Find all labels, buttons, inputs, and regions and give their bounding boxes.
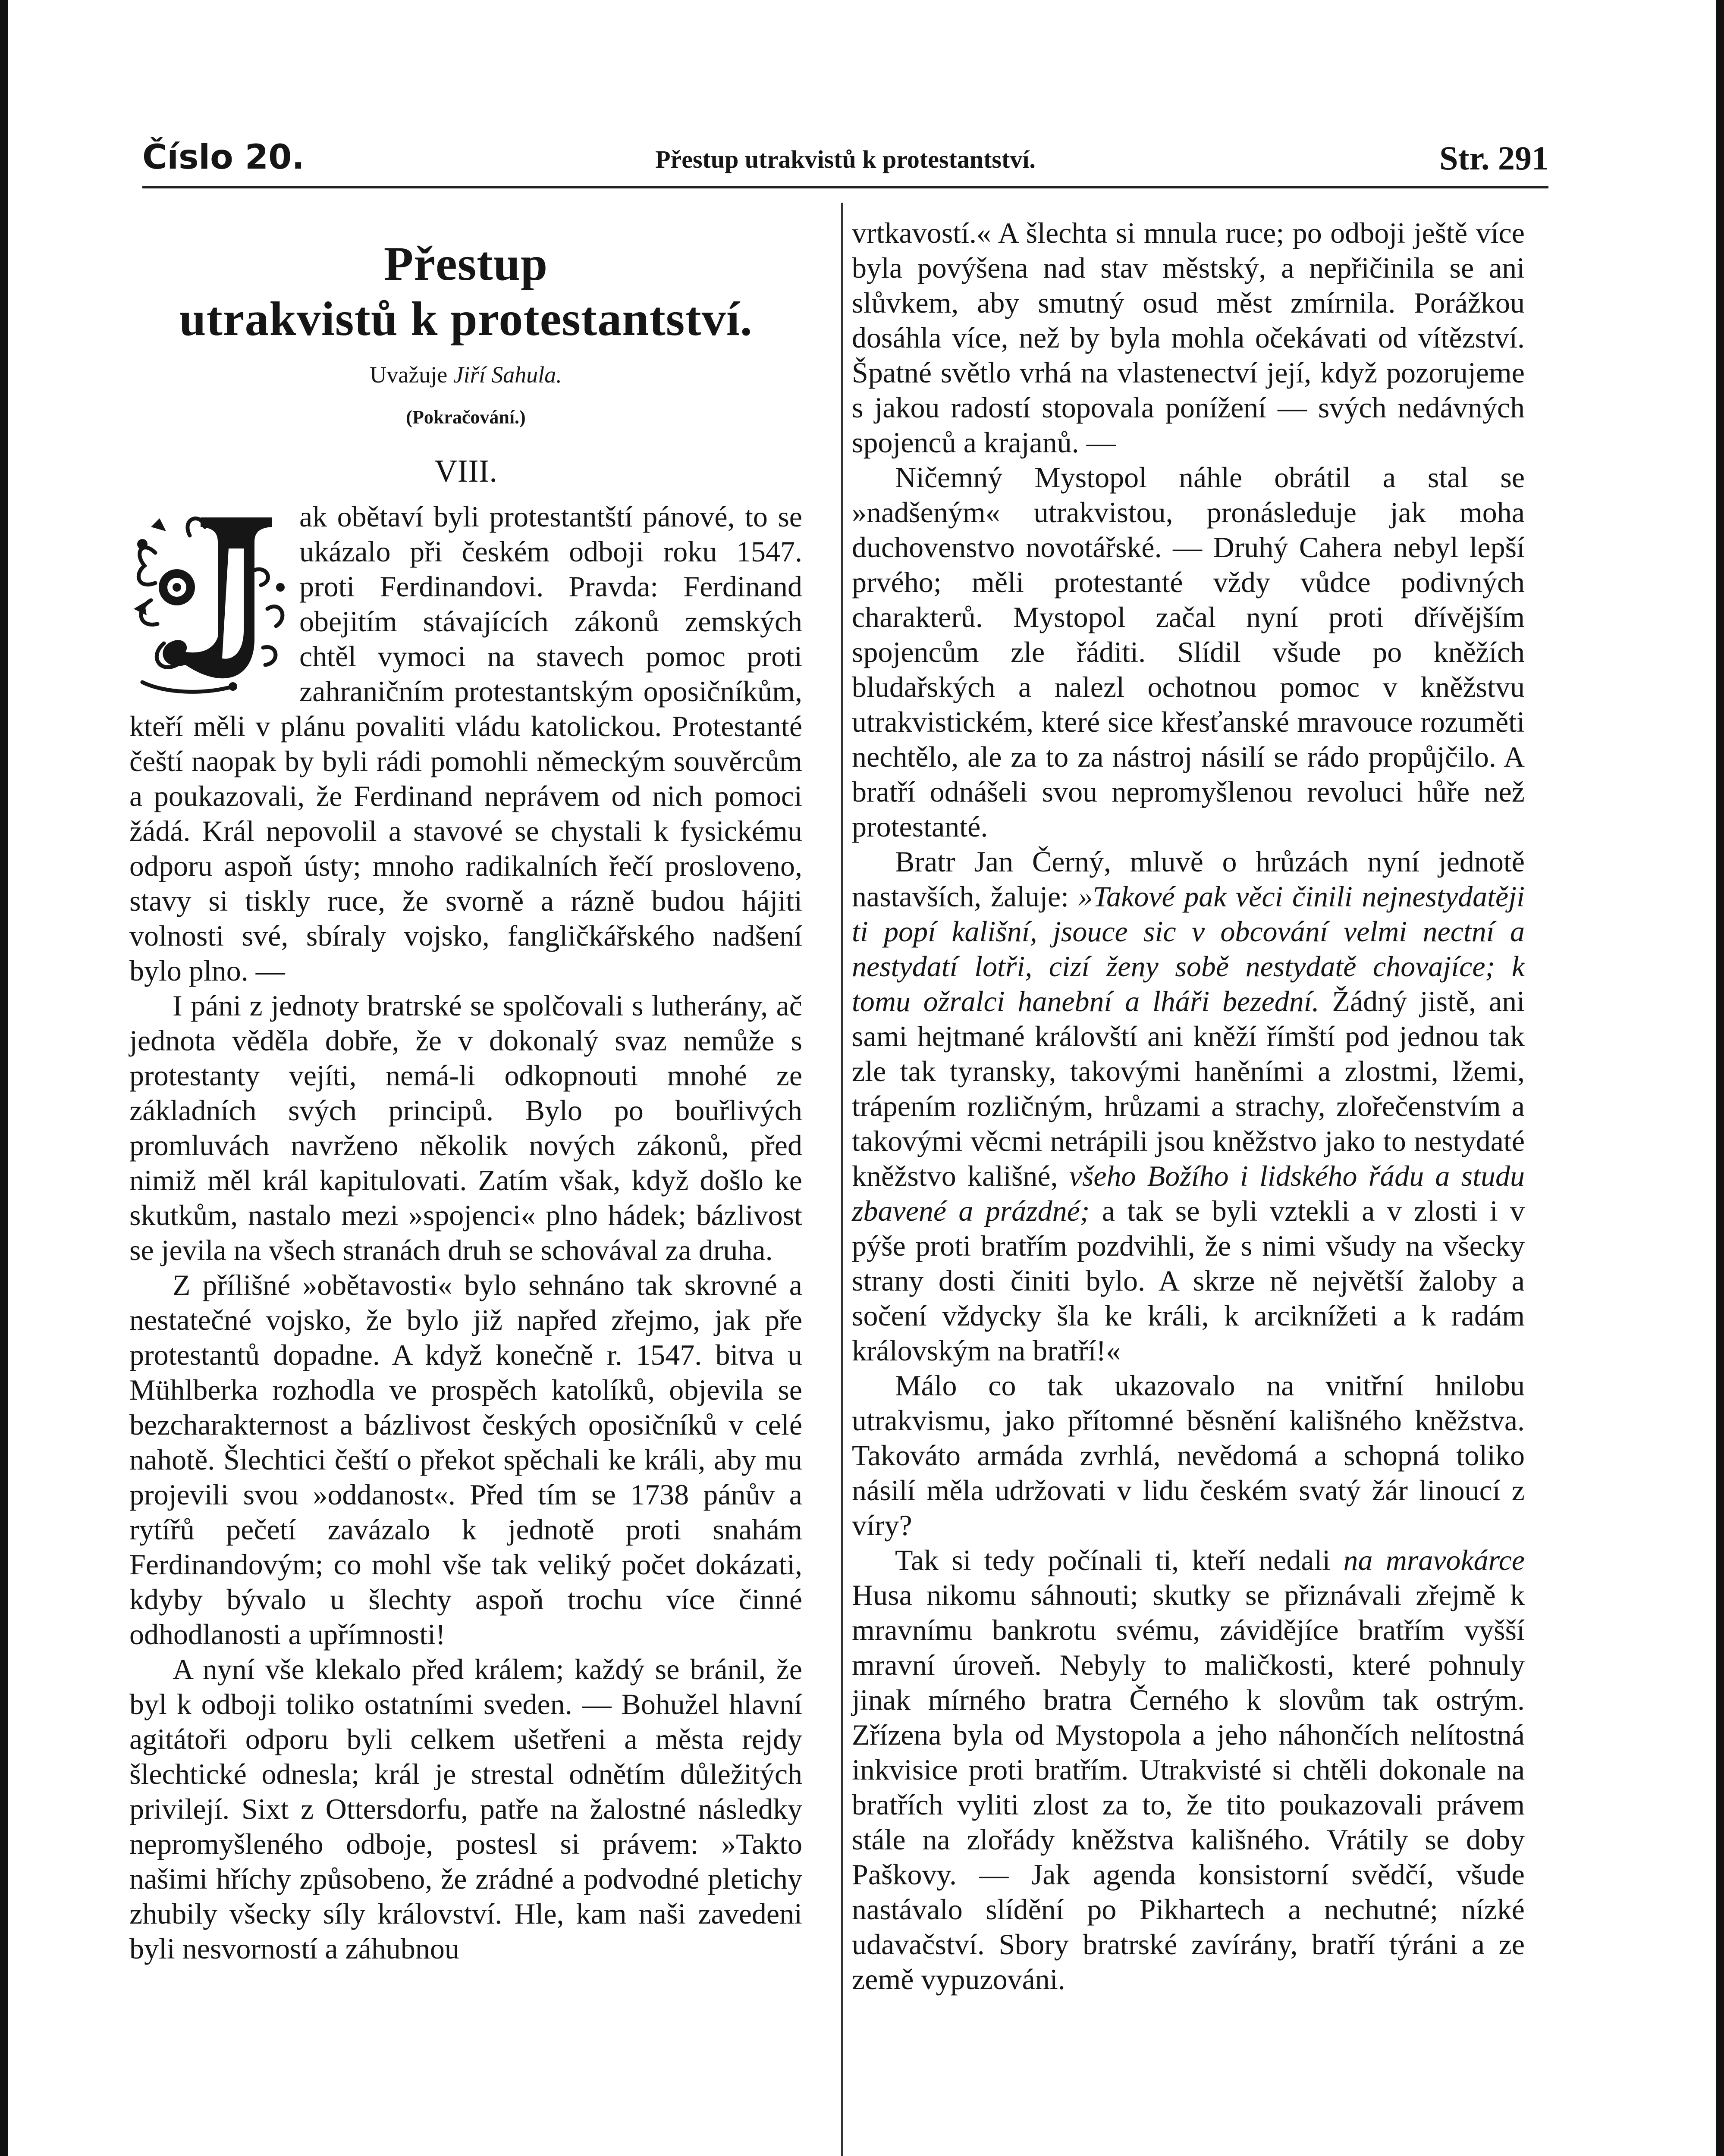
page-number: Str. 291: [1439, 139, 1548, 177]
quote-end: a tak se byli vztekli a v zlosti i v pýše proti bratřím pozdvihli, že s nimi všudy na všecky strany dosti činiti bylo. A skrze ně největší žaloby a sočení vždycky šla ke králi, k arciknížeti a k radám královským na bratří!«: [852, 1194, 1525, 1367]
paragraph-left-4: A nyní vše klekalo před králem; každý se bránil, že byl k odboji toliko ostatními sveden. — Bohužel hlavní agitátoři odporu byli celkem ušetřeni a města rejdy šlechtické odnesla; král je strestal odnětím důležitých privilejí. Sixt z Ottersdorfu, patře na žalostné následky nepromyšleného odboje, postesl si právem: »Takto našimi hříchy způsobeno, že zrádné a podvodné pletichy zhubily všecky síly království. Hle, kam naši zavedeni byli nesvorností a záhubnou: [129, 1653, 802, 1965]
paragraph-right-5: [852, 1543, 1525, 1997]
author-name: Jiří Sahula.: [453, 362, 562, 388]
byline-prefix: Uvažuje: [370, 362, 448, 388]
header-rule: [142, 186, 1548, 188]
floral-initial-ornament-icon: [125, 501, 293, 699]
para5-start: Tak si tedy počínali ti, kteří nedali: [895, 1544, 1344, 1576]
paragraph-right-3: [852, 844, 1525, 1368]
issue-number: Číslo 20.: [142, 138, 305, 177]
paragraph-left-3: Z přílišné »obětavosti« bylo sehnáno tak skrovné a nestatečné vojsko, že bylo již napřed zřejmo, jak pře protestantů dopadne. A když konečně r. 1547. bitva u Mühlberka rozhodla ve prospěch katolíků, objevila se bezcharakternost a bázlivost českých oposičníků v celé nahotě. Šlechtici čeští o překot spěchali ke králi, aby mu projevili svou »oddanost«. Před tím se 1738 pánův a rytířů pečetí zavázalo k jednotě proti snahám Ferdinandovým; co mohl vše tak veliký počet dokázati, kdyby bývalo u šlechty aspoň trochu více činné odhodlanosti a upřímnosti!: [129, 1269, 802, 1651]
left-column: [129, 216, 802, 1966]
quote-middle: Žádný jistě, ani sami hejtmané královští ani kněží římští pod jednou tak zle tak tyransky, takovými haněními a zlostmi, lžemi, trápením rozličným, hrůzami a strachy, zlořečenstvím a takovými věcmi netrápili jsou kněžstvo jako to nestydaté kněžstvo kališné,: [852, 985, 1525, 1192]
quote-italic-2: všeho Božího i lidského řádu a studu zbavené a prázdné;: [852, 1159, 1525, 1227]
running-header: [142, 129, 1548, 185]
paragraph-right-1: vrtkavostí.« A šlechta si mnula ruce; po odboji ještě více byla povýšena nad stav městský, a nepřičinila se ani slůvkem, aby smutný osud měst zmírnila. Porážkou dosáhla více, než by byla mohla očekávati od vítězství. Špatné světlo vrhá na vlastenectví její, když pozorujeme s jakou radostí stopovala ponížení — svých nedávných spojenců a krajanů. —: [852, 216, 1525, 459]
quote-intro: Bratr Jan Černý, mluvě o hrůzách nyní jednotě nastavších, žaluje:: [852, 845, 1525, 913]
article-title-line-1: Přestup: [383, 237, 548, 291]
running-title: Přestup utrakvistů k protestantství.: [655, 145, 1036, 173]
paragraph-right-4: Málo co tak ukazovalo na vnitřní hnilobu utrakvismu, jako přítomné běsnění kališného kněžstva. Takováto armáda zvrhlá, nevědomá a schopná toliko násilí měla udržovati v lidu českém svatý žár linoucí z víry?: [852, 1369, 1525, 1542]
byline: [129, 360, 802, 390]
quote-italic-1: »Takové pak věci činili nejnestydatěji ti popí kališní, jsouce sic v obcování velmi nectní a nestydatí lotři, cizí ženy sobě nestydatě chovajíce; k tomu ožralci hanební a lháři bezední.: [852, 880, 1525, 1018]
paragraph-right-2: Ničemný Mystopol náhle obrátil a stal se »nadšeným« utrakvistou, pronásleduje jak moha duchovenstvo novotářské. — Druhý Cahera nebyl lepší prvého; měli protestanté vždy vůdce podivných charakterů. Mystopol začal nyní proti dřívějším spojencům zle řáditi. Slídil všude po kněžích bludařských a nalezl ochotnou pomoc v kněžstvu utrakvistickém, které sice křesťanské mravouce rozuměti nechtělo, ale za to za nástroj násilí se rádo propůjčilo. A bratří odnášeli svou nepromyšlenou revoluci hůře než protestanté.: [852, 461, 1525, 843]
article-title-line-2: utrakvistů k protestantství.: [179, 292, 753, 346]
column-divider: [841, 203, 843, 2156]
article-title: [129, 236, 802, 347]
ornamental-initial-j: [125, 501, 293, 699]
right-column: [852, 216, 1525, 1997]
para5-italic: na mravokárce: [1343, 1544, 1525, 1576]
paragraph-opening: ak obětaví byli protestantští pánové, to se ukázalo při českém odboji roku 1547. proti Ferdinandovi. Pravda: Ferdinand obejitím stávajících zákonů zemských chtěl vymoci na stavech pomoc proti zahraničním protestantským oposičníkům, kteří měli v plánu povaliti vládu katolickou. Protestanté čeští naopak by byli rádi pomohli německým souvěrcům a poukazovali, že Ferdinand neprávem od nich pomoci žádá. Král nepovolil a stavové se chystali k fysickému odporu aspoň ústy; mnoho radikalních řečí prosloveno, stavy si tiskly ruce, že svorně a rázně budou hájiti volnosti své, sbíraly vojsko, fangličkářského nadšení bylo plno. —: [129, 500, 802, 987]
para5-rest: Husa nikomu sáhnouti; skutky se přiznávali zřejmě k mravnímu bankrotu svému, závidějíce bratřím vyšší mravní úroveň. Nebyly to maličkosti, které pohnuly jinak mírného bratra Černého k slovům tak ostrým. Zřízena byla od Mystopola a jeho náhončích nelítostná inkvisice proti bratřím. Utrakvisté si chtěli dokonale na bratřích vyliti zlost za to, že tito poukazovali právem stále na zlořády kněžstva kališného. Vrátily se doby Paškovy. — Jak agenda konsistorní svědčí, všude nastávalo slídění po Pikhartech a nechutné; nízké udavačství. Sbory bratrské zavírány, bratří týráni a ze země vypuzováni.: [852, 1579, 1525, 1996]
section-number: VIII.: [434, 454, 497, 489]
paragraph-left-2: I páni z jednoty bratrské se spolčovali s lutherány, ač jednota věděla dobře, že v dokonalý svaz nemůže s protestanty vejíti, nemá-li odkopnouti mnohé ze základních svých principů. Bylo po bouřlivých promluvách navrženo několik nových zákonů, před nimiž měl král kapitulovati. Zatím však, když došlo ke skutkům, nastalo mezi »spojenci« plno hádek; bázlivost se jevila na všech stranách druh se schovával za druha.: [129, 989, 802, 1266]
continued-note: (Pokračování.): [406, 407, 526, 428]
